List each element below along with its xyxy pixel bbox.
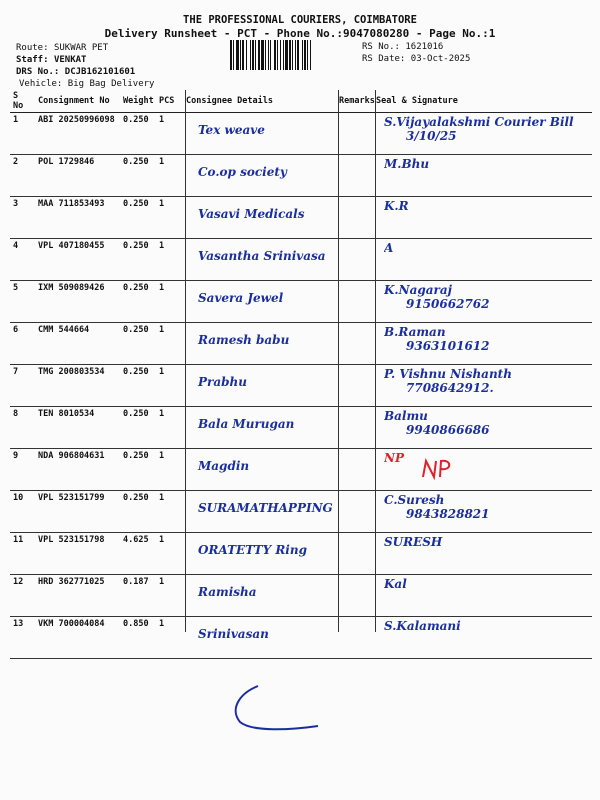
handwritten-consignee: Ramisha (198, 585, 257, 599)
cell-sno: 5 (10, 281, 35, 323)
table-row (10, 365, 592, 407)
cell-signature (373, 113, 592, 155)
cell-consignment-no: IXM 509089426 (35, 281, 120, 323)
handwritten-signature: K.Nagaraj (384, 283, 452, 297)
cell-consignee (183, 575, 336, 617)
cell-signature (373, 239, 592, 281)
handwritten-signature: A (384, 241, 394, 255)
cell-consignee (183, 239, 336, 281)
cell-weight: 0.250 (120, 323, 156, 365)
cell-weight: 0.250 (120, 239, 156, 281)
cell-consignment-no: ABI 20250996098 (35, 113, 120, 155)
handwritten-note: 9843828821 (406, 507, 490, 521)
col-seal: Seal & Signature (373, 90, 592, 113)
cell-sno: 13 (10, 617, 35, 659)
cell-pcs: 1 (156, 407, 183, 449)
handwritten-consignee: ORATETTY Ring (198, 543, 307, 557)
cell-sno: 8 (10, 407, 35, 449)
handwritten-consignee: Co.op society (198, 165, 287, 179)
handwritten-consignee: Prabhu (198, 375, 247, 389)
table-row (10, 617, 592, 659)
handwritten-note: 9940866686 (406, 423, 490, 437)
cell-remarks (336, 323, 373, 365)
cell-sno: 12 (10, 575, 35, 617)
cell-signature (373, 533, 592, 575)
cell-weight: 0.850 (120, 617, 156, 659)
route-label: Route: (16, 43, 49, 53)
cell-consignment-no: TMG 200803534 (35, 365, 120, 407)
cell-remarks (336, 281, 373, 323)
cell-sno: 10 (10, 491, 35, 533)
col-sno: S No (10, 90, 35, 113)
handwritten-consignee: Ramesh babu (198, 333, 290, 347)
cell-remarks (336, 407, 373, 449)
cell-consignee (183, 365, 336, 407)
cell-sno: 3 (10, 197, 35, 239)
table-row (10, 239, 592, 281)
cell-sno: 9 (10, 449, 35, 491)
cell-weight: 4.625 (120, 533, 156, 575)
cell-consignment-no: VPL 523151798 (35, 533, 120, 575)
staff-value: VENKAT (53, 55, 87, 65)
cell-remarks (336, 533, 373, 575)
cell-remarks (336, 155, 373, 197)
divider-consignee (185, 90, 186, 632)
cell-remarks (336, 491, 373, 533)
handwritten-consignee: Savera Jewel (198, 291, 284, 305)
rs-no-label: RS No.: (362, 42, 400, 52)
handwritten-signature: P. Vishnu Nishanth (384, 367, 512, 381)
cell-pcs: 1 (156, 323, 183, 365)
route-value: SUKWAR PET (53, 43, 109, 53)
handwritten-signature: Balmu (384, 409, 428, 423)
cell-weight: 0.250 (120, 365, 156, 407)
drs-label: DRS No.: (16, 67, 60, 77)
handwritten-signature: S.Vijayalakshmi Courier Bill (384, 115, 574, 129)
cell-weight: 0.250 (120, 491, 156, 533)
cell-signature (373, 407, 592, 449)
cell-consignment-no: MAA 711853493 (35, 197, 120, 239)
cell-pcs: 1 (156, 617, 183, 659)
cell-consignment-no: VKM 700004084 (35, 617, 120, 659)
table-header-row (10, 90, 592, 113)
bottom-scribble (230, 680, 350, 740)
cell-remarks (336, 575, 373, 617)
handwritten-signature: M.Bhu (384, 157, 430, 171)
handwritten-consignee: Tex weave (198, 123, 265, 137)
runsheet-subtitle: Delivery Runsheet - PCT - Phone No.:9047080280 - Page No.:1 (104, 27, 496, 40)
cell-pcs: 1 (156, 491, 183, 533)
drs-line (16, 67, 135, 78)
table-row (10, 575, 592, 617)
handwritten-consignee: Vasantha Srinivasa (198, 249, 326, 263)
barcode-image (230, 40, 356, 70)
handwritten-signature: S.Kalamani (384, 619, 461, 633)
route-line (16, 43, 108, 54)
cell-signature (373, 449, 592, 491)
rs-date-label: RS Date: (362, 54, 406, 64)
cell-remarks (336, 239, 373, 281)
col-remarks: Remarks (336, 90, 373, 113)
cell-consignment-no: VPL 523151799 (35, 491, 120, 533)
cell-weight: 0.250 (120, 281, 156, 323)
cell-consignee (183, 617, 336, 659)
handwritten-signature: B.Raman (384, 325, 446, 339)
cell-consignee (183, 323, 336, 365)
table-row (10, 281, 592, 323)
cell-pcs: 1 (156, 449, 183, 491)
col-pcs: PCS (156, 90, 183, 113)
col-consignee: Consignee Details (183, 90, 336, 113)
handwritten-consignee: SURAMATHAPPING (198, 501, 333, 515)
cell-consignee (183, 155, 336, 197)
rs-no-line (362, 42, 443, 53)
vehicle-label: Vehicle: (19, 79, 63, 89)
cell-pcs: 1 (156, 113, 183, 155)
cell-pcs: 1 (156, 575, 183, 617)
cell-signature (373, 155, 592, 197)
cell-consignee (183, 407, 336, 449)
cell-sno: 6 (10, 323, 35, 365)
cell-pcs: 1 (156, 155, 183, 197)
cell-sno: 11 (10, 533, 35, 575)
cell-consignee (183, 197, 336, 239)
cell-consignment-no: TEN 8010534 (35, 407, 120, 449)
cell-weight: 0.250 (120, 407, 156, 449)
handwritten-note: 3/10/25 (406, 129, 457, 143)
cell-remarks (336, 365, 373, 407)
handwritten-consignee: Magdin (198, 459, 250, 473)
table-row (10, 323, 592, 365)
handwritten-signature: SURESH (384, 535, 443, 549)
table-row (10, 113, 592, 155)
divider-remarks (338, 90, 339, 632)
table-row (10, 155, 592, 197)
handwritten-signature: C.Suresh (384, 493, 445, 507)
handwritten-consignee: Vasavi Medicals (198, 207, 305, 221)
rs-no-value: 1621016 (405, 42, 444, 52)
cell-signature (373, 281, 592, 323)
table-row (10, 197, 592, 239)
cell-consignee (183, 449, 336, 491)
cell-remarks (336, 113, 373, 155)
col-consignment: Consignment No (35, 90, 120, 113)
drs-value: DCJB162101601 (64, 67, 136, 77)
staff-label: Staff: (16, 55, 49, 65)
handwritten-signature: NP (384, 451, 404, 465)
cell-consignment-no: HRD 362771025 (35, 575, 120, 617)
cell-sno: 1 (10, 113, 35, 155)
divider-seal (375, 90, 376, 632)
cell-signature (373, 323, 592, 365)
table-row (10, 407, 592, 449)
handwritten-consignee: Bala Murugan (198, 417, 295, 431)
cell-weight: 0.250 (120, 449, 156, 491)
handwritten-consignee: Srinivasan (198, 627, 269, 641)
col-weight: Weight (120, 90, 156, 113)
cell-sno: 2 (10, 155, 35, 197)
table-row (10, 491, 592, 533)
cell-signature (373, 617, 592, 659)
cell-signature (373, 575, 592, 617)
cell-pcs: 1 (156, 281, 183, 323)
cell-sno: 4 (10, 239, 35, 281)
cell-consignment-no: VPL 407180455 (35, 239, 120, 281)
runsheet-table (10, 90, 592, 659)
cell-consignee (183, 491, 336, 533)
staff-line (16, 55, 86, 66)
cell-remarks (336, 197, 373, 239)
cell-sno: 7 (10, 365, 35, 407)
cell-pcs: 1 (156, 365, 183, 407)
cell-remarks (336, 617, 373, 659)
handwritten-note: 9363101612 (406, 339, 490, 353)
cell-weight: 0.250 (120, 197, 156, 239)
cell-remarks (336, 449, 373, 491)
table-row (10, 449, 592, 491)
cell-pcs: 1 (156, 239, 183, 281)
cell-pcs: 1 (156, 533, 183, 575)
handwritten-note: 7708642912. (406, 381, 494, 395)
cell-consignment-no: NDA 906804631 (35, 449, 120, 491)
handwritten-signature: Kal (384, 577, 407, 591)
red-np-stamp (420, 455, 460, 485)
cell-signature (373, 491, 592, 533)
handwritten-note: 9150662762 (406, 297, 490, 311)
cell-pcs: 1 (156, 197, 183, 239)
rs-date-value: 03-Oct-2025 (410, 54, 471, 64)
cell-weight: 0.187 (120, 575, 156, 617)
cell-consignee (183, 281, 336, 323)
cell-consignment-no: CMM 544664 (35, 323, 120, 365)
rs-date-line (362, 54, 470, 65)
runsheet-title: THE PROFESSIONAL COURIERS, COIMBATORE (183, 14, 417, 26)
cell-weight: 0.250 (120, 113, 156, 155)
cell-consignee (183, 533, 336, 575)
table-row (10, 533, 592, 575)
cell-consignment-no: POL 1729846 (35, 155, 120, 197)
cell-weight: 0.250 (120, 155, 156, 197)
handwritten-signature: K.R (384, 199, 409, 213)
vehicle-line (19, 79, 154, 90)
cell-consignee (183, 113, 336, 155)
vehicle-value: Big Bag Delivery (67, 79, 155, 89)
cell-signature (373, 197, 592, 239)
cell-signature (373, 365, 592, 407)
